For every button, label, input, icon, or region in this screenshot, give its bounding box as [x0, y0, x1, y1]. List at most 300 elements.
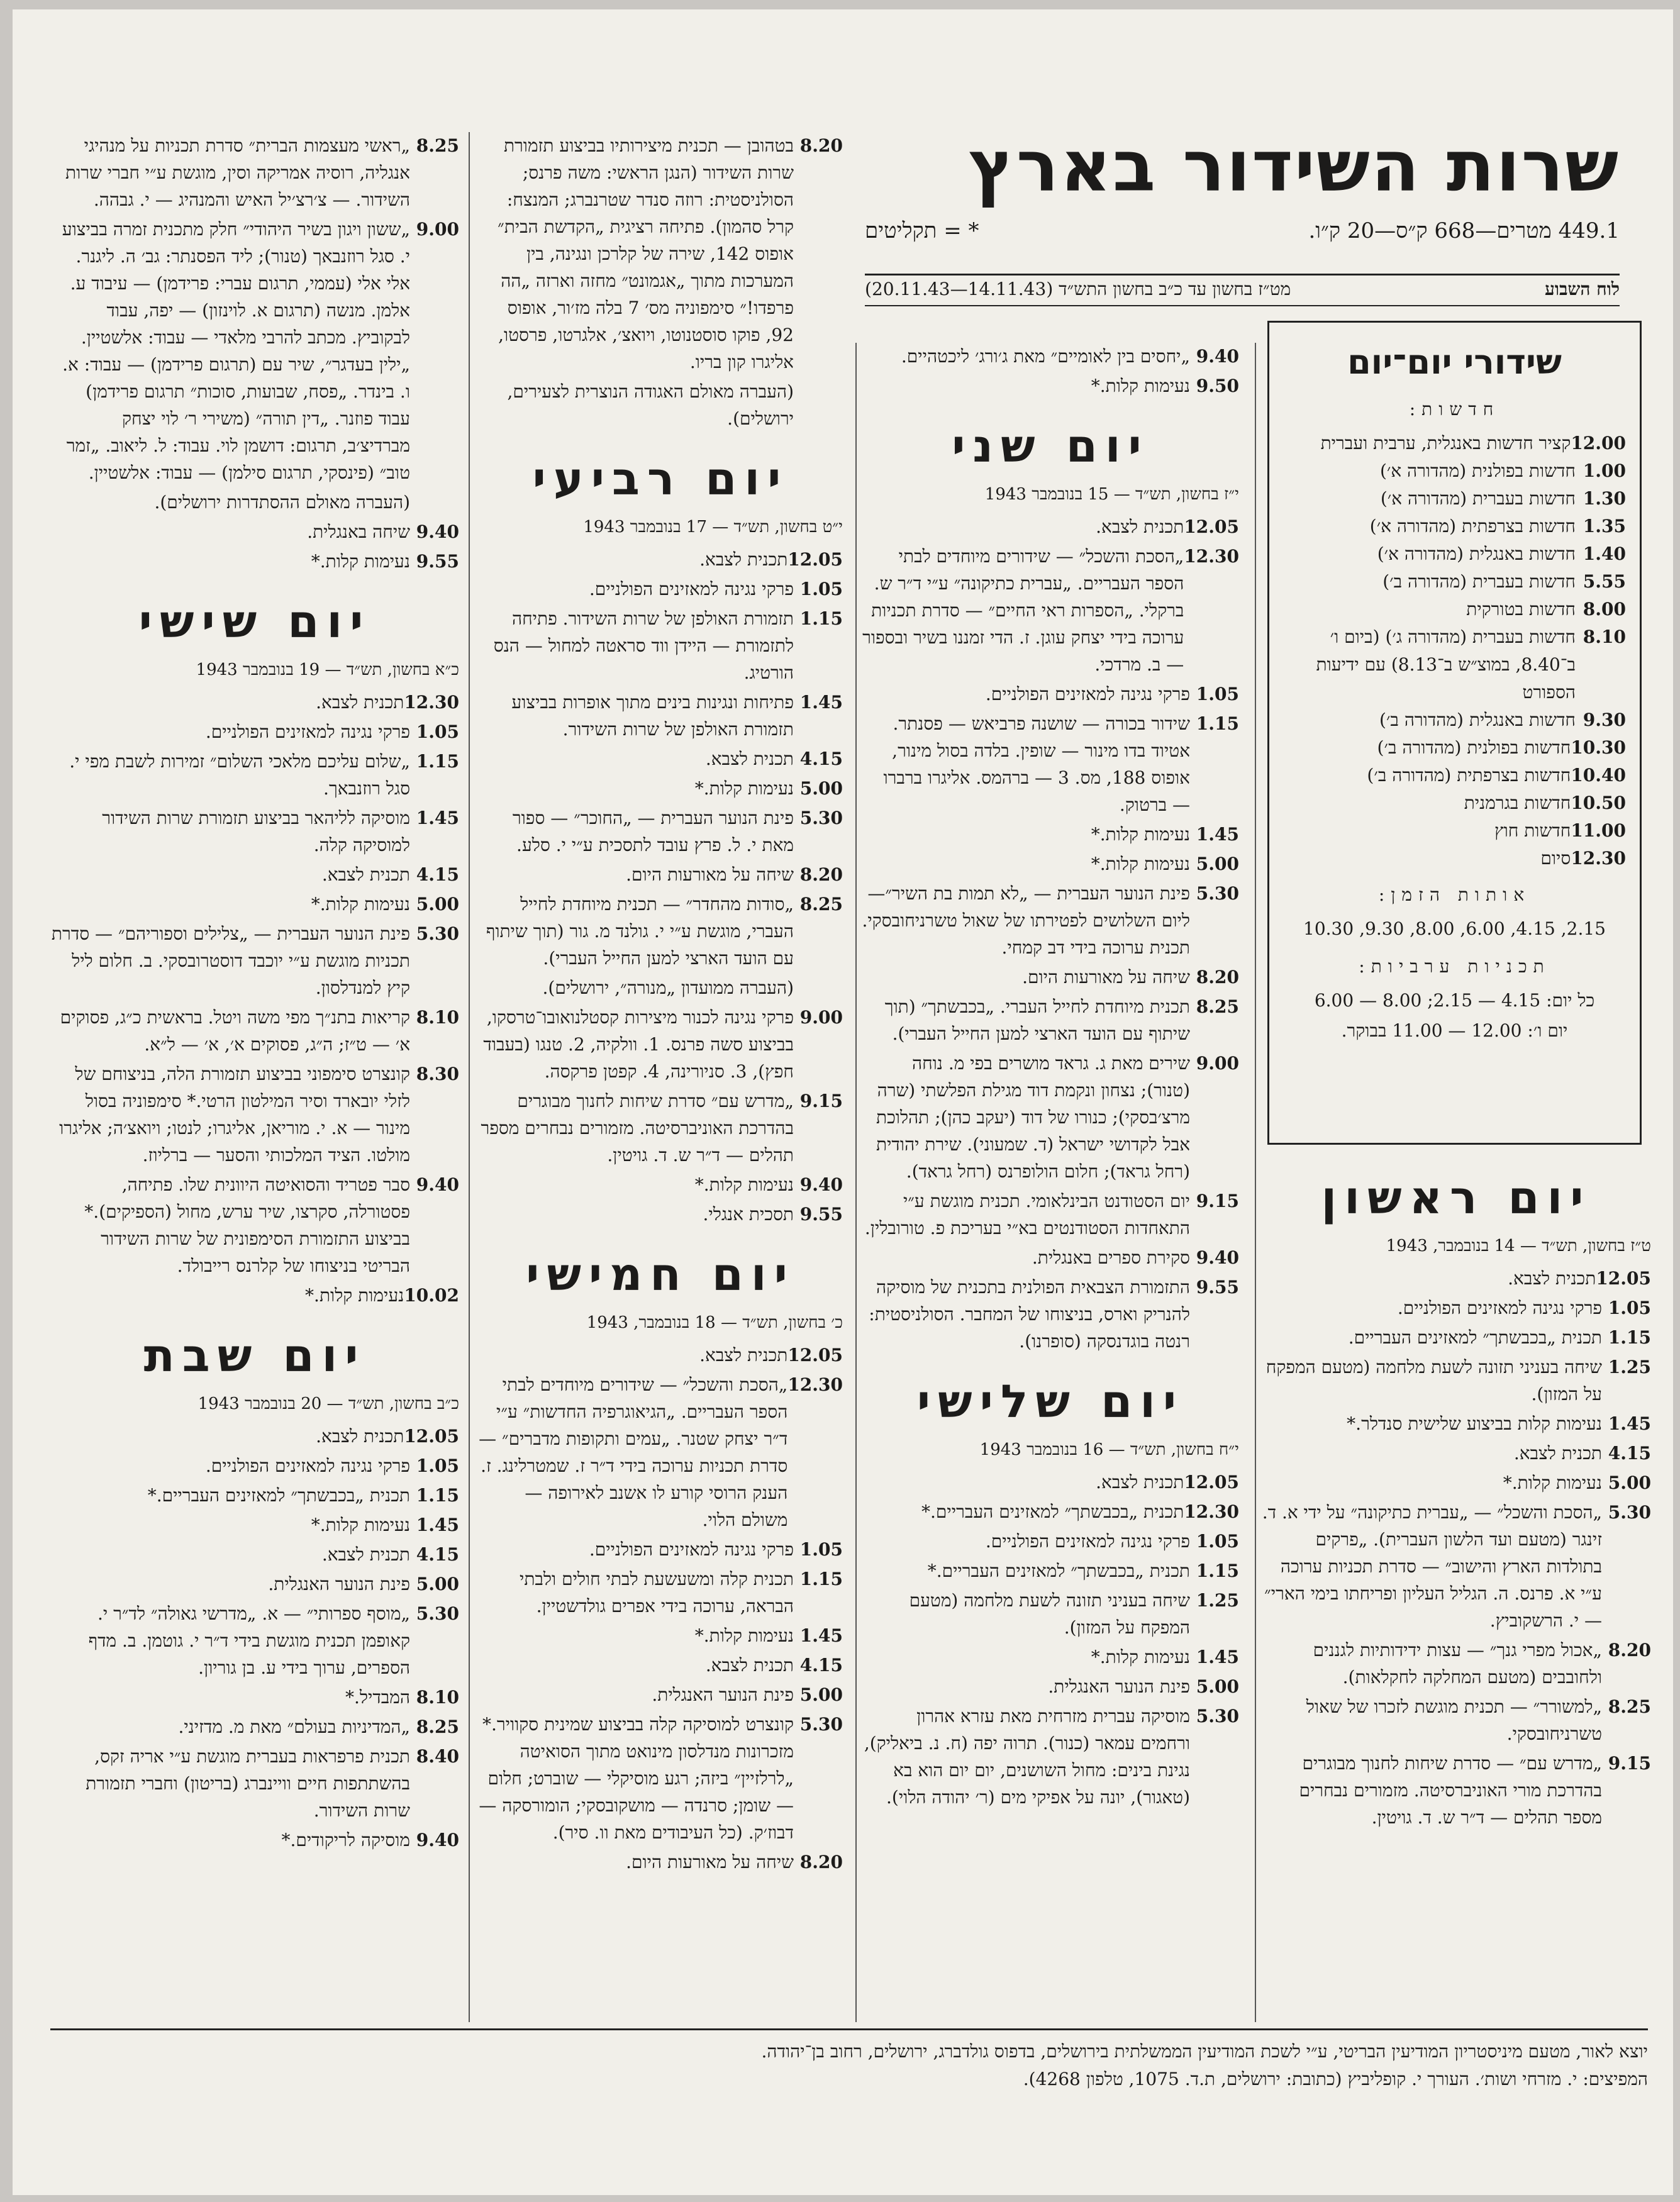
program-description: פתיחות ונגינות בינים מתוך אופרות בביצוע תזמורת האולפן של שרות השידור. — [511, 692, 794, 740]
program-time: 1.45 — [416, 1515, 459, 1535]
program-time: 9.30 — [1583, 709, 1626, 730]
program-description: נעימות קלות.* — [311, 894, 410, 915]
program-time: 8.40 — [416, 1746, 459, 1767]
program-time: 1.15 — [1608, 1327, 1651, 1348]
program-entry — [862, 850, 1239, 877]
program-description: יום הסטודנט הבינלאומי. תכנית מוגשת ע״י התאחדות הסטודנטים בא״י בעריכת פ. טורובלין. — [864, 1191, 1190, 1238]
program-description: פרקי נגינה למאזינים הפולניים. — [589, 579, 794, 599]
program-description: סקירת ספרים באנגלית. — [1032, 1247, 1190, 1268]
program-description: סיום — [1540, 848, 1571, 869]
program-entry — [50, 920, 459, 1001]
program-time: 9.55 — [799, 1204, 843, 1225]
program-time: 12.05 — [1184, 1472, 1239, 1493]
program-entry — [478, 1652, 843, 1679]
program-entry — [50, 1060, 459, 1169]
program-time: 10.40 — [1571, 765, 1626, 786]
program-entry — [1261, 1440, 1651, 1467]
program-entry — [50, 1713, 459, 1740]
program-time: 5.30 — [1196, 1706, 1239, 1727]
program-entry — [1261, 1750, 1651, 1831]
footer — [50, 2038, 1648, 2093]
daily-title: שידורי יום־יום — [1347, 342, 1562, 382]
program-description: תכנית לצבא. — [316, 1426, 404, 1447]
day-title-saturday: יום שבת — [143, 1329, 366, 1382]
program-description: תכנית לצבא. — [705, 748, 794, 769]
program-time: 1.45 — [799, 692, 843, 713]
program-time: 5.00 — [799, 778, 843, 799]
program-time: 8.10 — [416, 1007, 459, 1028]
program-entry — [50, 1482, 459, 1509]
program-description: נעימות קלות.* — [311, 551, 410, 572]
program-description: „המדיניות בעולם״ מאת מ. מדזיני. — [178, 1716, 410, 1737]
column-3 — [478, 132, 843, 1878]
program-time: 1.05 — [1196, 684, 1239, 704]
program-time: 8.25 — [416, 135, 459, 156]
column-4 — [50, 132, 459, 1856]
program-entry — [50, 1684, 459, 1711]
program-time: 8.20 — [1196, 967, 1239, 987]
program-entry — [1261, 1354, 1651, 1408]
program-list-thursday — [478, 1342, 843, 1876]
program-description: חדשות בצרפתית (מהדורה ב׳) — [1367, 765, 1571, 786]
program-entry — [50, 1600, 459, 1681]
program-description: חדשות באנגלית (מהדורה א׳) — [1377, 543, 1576, 564]
program-time: 5.30 — [799, 1714, 843, 1735]
program-description: „מדרש עם״ — סדרת שיחות לחנוך מבוגרים בהדרכת מורי האוניברסיטה. מזמורים נבחרים מספר תהלים — ד״ר ש. ד. גויטין. — [1299, 1753, 1602, 1828]
daily-news-item — [1283, 596, 1626, 623]
program-time: 9.40 — [799, 1174, 843, 1195]
program-description: פרקי נגינה למאזינים הפולניים. — [205, 1455, 410, 1476]
program-description: „ששון ויגון בשיר היהודי״ חלק מתכנית זמרה בביצוע י. סגל רוזנבאך (טנור); ליד הפסנתר: גב׳ ה. ליגנר. אלי אלי (עממי, תרגום עברי: פרידמן) — עיבוד ע. אלמן. מנשה (תרגום א. לוינזון) — יפה, עבוד לבקוביץ. מכתב להרבי מלאדי — עבוד: אלשטיין. „ילין בעדגר״, שיר עם (תרגום פרידמן) — עבוד: א. ו. בינדר. „פסח, שבועות, סוכות״ תרגום פרידמן) עבוד פוזנר. „דין תורה״ (משירי ר׳ לוי יצחק מברדיצ׳ב, תרגום: דושמן לוי. עבוד: ל. ליאוב. „זמר טוב״ (פינסקי, תרגום סילמן) — עבוד: אלשטיין. — [62, 219, 410, 483]
program-description: מוסיקה לריקודים.* — [281, 1830, 410, 1850]
program-entry — [862, 1673, 1239, 1700]
program-time: 9.15 — [1608, 1753, 1651, 1774]
program-entry — [478, 775, 843, 802]
daily-news-item — [1283, 762, 1626, 789]
program-entry — [50, 1571, 459, 1598]
program-entry — [478, 1087, 843, 1169]
program-time: 9.00 — [799, 1007, 843, 1028]
frequency-line: 449.1 מטרים—668 ק״ס—20 ק״ו. — [1308, 218, 1620, 243]
program-entry — [478, 576, 843, 603]
program-description: תכנית לצבא. — [316, 692, 404, 713]
program-description: נעימות קלות.* — [1091, 854, 1190, 874]
program-description: תכנית לצבא. — [1508, 1268, 1596, 1289]
program-entry — [478, 1004, 843, 1085]
program-entry — [478, 1536, 843, 1563]
program-entry — [50, 1541, 459, 1568]
program-time: 1.15 — [416, 1485, 459, 1506]
program-time: 8.20 — [799, 135, 843, 156]
program-time: 5.00 — [1196, 1676, 1239, 1697]
program-description: תסכית אנגלי. — [703, 1204, 794, 1225]
program-description: תכנית לצבא. — [321, 864, 410, 885]
program-entry — [862, 964, 1239, 991]
program-entry — [1261, 1265, 1651, 1292]
program-description: תכנית „בכבשתך״ למאזינים העבריים.* — [921, 1501, 1184, 1522]
program-time: 9.00 — [416, 219, 459, 240]
program-entry — [50, 216, 459, 486]
program-time: 1.45 — [1196, 824, 1239, 845]
program-description: נעימות קלות.* — [694, 1625, 794, 1646]
program-time: 5.30 — [799, 808, 843, 828]
program-description: „הסכת והשכל״ — שידורים מיוחדים לבתי הספר העבריים. „הגיאוגרפיה החדשות״ ע״י ד״ר יצחק שטנר. „עמים ותקופות מדברים״ — סדרת תכניות ערוכה בידי ד״ר ז. שמטרלינג. ז. הענק הרוסי קורע לו אשנב לאירופה — משולם הלוי. — [479, 1374, 788, 1530]
program-entry — [1261, 1294, 1651, 1321]
column-2 — [862, 343, 1239, 1813]
program-entry — [478, 132, 843, 375]
program-entry — [50, 1452, 459, 1479]
program-entry — [862, 880, 1239, 961]
program-description: נעימות קלות.* — [311, 1515, 410, 1535]
program-time: 5.30 — [1608, 1502, 1651, 1523]
program-entry — [50, 1423, 459, 1450]
program-entry — [862, 513, 1239, 540]
day-title-tuesday: יום שלישי — [916, 1375, 1184, 1428]
program-time: 8.30 — [416, 1064, 459, 1084]
program-time: 8.25 — [416, 1716, 459, 1737]
program-description: פרקי נגינה לכנור מיצירות קסטלנואובו־טרסקו, בביצוע סשה פרנס. 1. וולקיה, 2. טנגו (בעבוד חפץ), 3. סניורינה, 4. קפטן פרקסה. — [483, 1007, 794, 1082]
program-time: 8.25 — [799, 894, 843, 915]
program-time: 5.00 — [416, 894, 459, 915]
program-time: 1.40 — [1583, 543, 1626, 564]
program-entry — [862, 1528, 1239, 1555]
daily-news-item — [1283, 706, 1626, 734]
program-time: 10.02 — [404, 1285, 459, 1306]
program-description: שיחה על מאורעות היום. — [626, 864, 794, 885]
program-entry — [1261, 1410, 1651, 1437]
program-entry — [50, 718, 459, 745]
program-time: 12.30 — [1184, 1501, 1239, 1522]
program-time: 12.30 — [1184, 546, 1239, 567]
program-time: 9.15 — [1196, 1191, 1239, 1211]
program-entry — [1261, 1469, 1651, 1496]
program-time: 5.30 — [416, 1603, 459, 1624]
program-description: חדשות בטורקית — [1466, 599, 1576, 620]
program-time: 1.05 — [1196, 1531, 1239, 1552]
program-entry — [862, 1703, 1239, 1811]
day-date-thursday: כ׳ בחשון, תש״ד — 18 בנובמבר, 1943 — [586, 1313, 843, 1332]
program-description: קונצרט סימפוני בביצוע תזמורת הלה, בניצוחם של לזלי יובארד וסיר המילטון הרטי.* סימפוניה בסול מינור — א. י. מוריאן, אליגרו; לנטו; ויואצ׳ה; אליגרו מולטו. הציד המלכותי והסער — ברליוז. — [59, 1064, 410, 1165]
program-entry — [50, 548, 459, 575]
program-entry — [478, 689, 843, 743]
program-time: 8.20 — [799, 864, 843, 885]
program-time: 10.50 — [1571, 792, 1626, 813]
program-description: נעימות קלות.* — [1091, 375, 1190, 396]
program-time: 1.15 — [1196, 713, 1239, 734]
program-entry — [478, 804, 843, 859]
program-list-sunday — [1261, 1265, 1651, 1831]
program-time: 8.00 — [1583, 599, 1626, 620]
daily-news-item — [1283, 789, 1626, 817]
program-entry — [862, 1187, 1239, 1242]
program-description: פינת הנוער העברית — „לא תמות בת השיר״—ליום השלושים לפטירתו של שאול טשרניחובסקי. תכנית ערוכה בידי דב קמחי. — [862, 883, 1190, 958]
program-time: 12.05 — [1596, 1268, 1651, 1289]
program-description: חדשות בגרמנית — [1464, 792, 1571, 813]
program-description: פינת הנוער העברית — „החוכר״ — ספור מאת י. ל. פרץ עובד לתסכית ע״י י. סלע. — [512, 808, 794, 855]
program-time: 12.05 — [404, 1426, 459, 1447]
program-description: פרקי נגינה למאזינים הפולניים. — [985, 684, 1190, 704]
day-date-tuesday: י״ח בחשון, תש״ד — 16 בנובמבר 1943 — [979, 1440, 1239, 1459]
program-entry — [50, 748, 459, 802]
footer-rule — [50, 2028, 1648, 2030]
program-time: 5.00 — [799, 1684, 843, 1705]
program-time: 12.05 — [1184, 516, 1239, 537]
program-entry — [862, 343, 1239, 370]
program-entry — [862, 993, 1239, 1047]
time-signals: 2.15, 4.15, 6.00, 8.00, 9.30, 10.30 — [1303, 918, 1606, 939]
program-list-thursday-cont — [50, 132, 459, 575]
program-entry — [478, 546, 843, 573]
program-description: חדשות בפולנית (מהדורה ב׳) — [1377, 737, 1571, 758]
program-description: התזמורת הצבאית הפולנית בתכנית של מוסיקה להנריק וארס, בניצוחו של המחבר. הסולניסטית: רנטה בוגדנסקה (סופרנו). — [869, 1277, 1190, 1352]
program-entry — [862, 821, 1239, 848]
program-time: 9.15 — [799, 1091, 843, 1111]
program-description: „ראשי מעצמות הברית״ סדרת תכניות על מנהיגי אנגליה, רוסיה אמריקה וסין, מוגשת ע״י חברי שרות השידור. — צ׳רצ׳יל האיש והמנהיג — י. גבהה. — [65, 135, 410, 210]
program-description: קונצרט למוסיקה קלה בביצוע שמינית סקוויר.* מזכרונות מנדלסון מינואט מתוך הסואיטה „לרלזיין״ ביזה; רגע מוסיקלי — שוברט; חלום — שומן; סרנדה — מושקובסקי; הומורסקה — דבוז׳ק. (כל העיבודים מאת וו. סיר). — [479, 1714, 794, 1843]
daily-news-item — [1283, 568, 1626, 596]
program-time: 1.35 — [1583, 516, 1626, 537]
program-entry — [862, 372, 1239, 399]
program-time: 1.15 — [416, 751, 459, 772]
program-list-saturday — [50, 1423, 459, 1854]
program-description: שירים מאת ג. גראד מושרים בפי מ. נוחה (טנור); נצחון ונקמת דוד מגילת הפלשתי (שרה מרצ׳בסקי); כנורו של דוד (יעקב כהן); תהלוכת אבל לקדושי ישראל (ד. שמעוני). שירת יהודית (רחל גראד); חלום הולופרנס (רחל גראד). — [876, 1053, 1190, 1182]
program-description: בטהובן — תכנית מיצירותיו בביצוע תזמורת שרות השידור (הנגן הראשי: משה פרנס; הסולניסטית: רוזה סנדר שטרנברג; המנצח: קרל סהמון). פתיחה רציגית „הקדשת הבית״ אופוס 142, שירה של קלרכן ונגינה, בין המערכות מתוך „אגמונט״ מחזה וארזה „הה פרפדו!״ סימפוניה מס׳ 7 בלה מז׳ור, אופוס 92, פוקו סוסטנוטו, ויואצ׳, אלגרטו, פרסטו, אליגרו קון בריו. — [498, 135, 794, 372]
program-description: המבדיל.* — [345, 1687, 410, 1708]
program-time: 4.15 — [799, 1655, 843, 1676]
program-entry — [50, 1511, 459, 1538]
masthead — [865, 126, 1620, 247]
program-description: נעימות קלות.* — [694, 778, 794, 799]
day-date-wednesday: י״ט בחשון, תש״ד — 17 בנובמבר 1943 — [583, 518, 843, 537]
program-time: 9.40 — [1196, 1247, 1239, 1268]
program-entry — [50, 804, 459, 859]
program-description: חדשות באנגלית (מהדורה ב׳) — [1379, 709, 1576, 730]
program-time: 1.25 — [1608, 1357, 1651, 1377]
program-description: תכנית לצבא. — [705, 1655, 794, 1676]
program-time: 1.05 — [799, 579, 843, 599]
program-time: 1.25 — [1196, 1590, 1239, 1611]
program-description: חדשות חוץ — [1494, 820, 1571, 841]
program-entry — [50, 518, 459, 545]
week-label: לוח השבוע — [1544, 279, 1620, 299]
program-time: 1.05 — [416, 721, 459, 742]
program-time: 1.45 — [1608, 1413, 1651, 1434]
day-title-sunday: יום ראשון — [1321, 1171, 1591, 1224]
program-time: 4.15 — [416, 864, 459, 885]
week-range: מט״ז בחשון עד כ״ב בחשון התש״ד (14.11.43—20.11.43) — [865, 279, 1291, 299]
program-time: 1.45 — [1196, 1647, 1239, 1667]
program-entry — [478, 745, 843, 772]
program-description: נעימות קלות.* — [1091, 824, 1190, 845]
program-entry — [1261, 1693, 1651, 1747]
program-list-tuesday-cont — [478, 132, 843, 432]
program-time: 1.15 — [799, 1569, 843, 1589]
program-description: קציר חדשות באנגלית, ערבית ועברית — [1320, 433, 1571, 453]
program-entry — [478, 1565, 843, 1620]
time-signals-label: אותות הזמן: — [1378, 884, 1531, 905]
newspaper-page — [13, 9, 1673, 2195]
program-entry — [50, 891, 459, 918]
program-description: שיחה על מאורעות היום. — [1022, 967, 1190, 987]
program-time: 1.15 — [1196, 1560, 1239, 1581]
program-time: 5.00 — [1196, 854, 1239, 874]
program-description: תכנית לצבא. — [1096, 1472, 1184, 1493]
program-time: 10.30 — [1571, 737, 1626, 758]
daily-news-item — [1283, 513, 1626, 540]
program-entry — [478, 1681, 843, 1708]
program-entry — [478, 1849, 843, 1876]
daily-news-item — [1283, 485, 1626, 513]
program-entry — [50, 689, 459, 716]
daily-broadcasts-box — [1267, 321, 1642, 1145]
program-entry — [862, 1498, 1239, 1525]
program-time: 8.20 — [1608, 1640, 1651, 1660]
program-list-monday — [862, 513, 1239, 1355]
program-time: 1.05 — [1608, 1298, 1651, 1318]
program-description: שידור בכורה — שושנה פרביאש — פסנתר. אטיוד בדו מינור — שופין. בלדה בסול מינור, אופוס 188, מס. 3 — ברהמס. אליגרו ברברו — ברטוק. — [883, 713, 1190, 815]
program-time: 5.30 — [416, 923, 459, 944]
program-time: 1.00 — [1583, 460, 1626, 481]
daily-news-item — [1283, 845, 1626, 872]
program-time: 1.30 — [1583, 488, 1626, 509]
program-description: תכנית לצבא. — [1096, 516, 1184, 537]
program-description: „סודות מהחדר״ — תכנית מיוחדת לחייל העברי, מוגשת ע״י י. גולנד מ. גור (תוך שיתוף עם הועד הארצי למען החייל העברי). — [486, 894, 794, 969]
program-description: קריאות בתנ״ך מפי משה ויטל. בראשית כ״ג, פסוקים א׳ — ט״ז; ה״ג, פסוקים א׳, א׳ — ל״א. — [60, 1007, 410, 1055]
day-date-sunday: ט״ז בחשון, תש״ד — 14 בנובמבר, 1943 — [1386, 1237, 1651, 1255]
program-entry — [50, 1827, 459, 1854]
program-description: נעימות קלות.* — [305, 1285, 404, 1306]
program-time: 12.30 — [404, 692, 459, 713]
program-entry — [50, 489, 459, 516]
program-entry — [1261, 1499, 1651, 1634]
program-description: סבר פטריד והסואיטה היוונית שלו. פתיחה, פסטורלה, סקרצו, שיר ערש, מחול (הספיקים).* בביצוע התזמורת הסימפונית של שרות השידור הבריטי בניצוחו של קלרנס רייבולד. — [84, 1174, 410, 1276]
program-time: 12.30 — [787, 1374, 843, 1395]
program-time: 1.45 — [799, 1625, 843, 1646]
program-entry — [862, 1274, 1239, 1355]
program-time: 9.40 — [416, 521, 459, 542]
program-list-tuesday — [862, 1469, 1239, 1811]
daily-news-item — [1283, 457, 1626, 485]
daily-news-item — [1283, 623, 1626, 706]
program-description: פרקי נגינה למאזינים הפולניים. — [985, 1531, 1190, 1552]
program-time: 4.15 — [1608, 1443, 1651, 1464]
daily-news-list — [1283, 430, 1626, 872]
program-description: פרקי נגינה למאזינים הפולניים. — [589, 1539, 794, 1560]
program-time: 9.40 — [416, 1174, 459, 1195]
footer-publisher: יוצא לאור, מטעם מיניסטריון המודיעין הבריטי, ע״י לשכת המודיעין הממשלתית בירושלים, בדפוס גולדברג, ירושלים, רחוב בן־יהודה. — [761, 2041, 1648, 2062]
program-time: 12.00 — [1571, 433, 1626, 453]
program-description: נעימות קלות בביצוע שלישית סנדלר.* — [1347, 1413, 1602, 1434]
day-title-monday: יום שני — [952, 420, 1149, 472]
program-description: חדשות בצרפתית (מהדורה א׳) — [1369, 516, 1576, 537]
program-entry — [50, 1743, 459, 1824]
program-entry — [478, 1711, 843, 1846]
program-description: „אכול מפרי גנך״ — עצות ידידותיות לגננים ולחובבים (מטעם המחלקה לחקלאות). — [1313, 1640, 1602, 1688]
program-time: 12.05 — [787, 1345, 843, 1365]
day-title-thursday: יום חמישי — [526, 1248, 795, 1301]
program-description: חדשות בעברית (מהדורה ב׳) — [1382, 571, 1576, 592]
masthead-rule — [865, 274, 1620, 275]
program-description: „שלום עליכם מלאכי השלום״ זמירות לשבת מפי י. סגל רוזנבאך. — [69, 751, 410, 799]
program-description: „מוסף ספרותי״ — א. „מדרשי גאולה״ לד״ר י. קאופמן תכנית מוגשת בידי ד״ר י. גוטמן. ב. מדף הספרים, ערוך בידי ע. בן גוריון. — [88, 1603, 410, 1678]
program-entry — [478, 1201, 843, 1228]
program-description: שיחה באנגלית. — [307, 521, 410, 542]
program-entry — [478, 861, 843, 888]
program-description: תכנית מיוחדת לחייל העברי. „בכבשתך״ (תוך שיתוף עם הועד הארצי למען החייל העברי). — [884, 996, 1190, 1044]
program-entry — [50, 861, 459, 888]
program-entry — [50, 1004, 459, 1058]
program-description: מוסיקה עברית מזרחית מאת עזרא אהרון ורחמים עמאר (כנור). תרוה יפה (ח. נ. ביאליק), נגינת בינים: מחול השושנים, יום יום הוא בא (טאגור), יונה על אפיקי מים (ר׳ יהודה הלוי). — [864, 1706, 1190, 1808]
program-description: „מדרש עם״ סדרת שיחות לחנוך מבוגרים בהדרכת האוניברסיטה. מזמורים נבחרים מספר תהלים — ד״ר ש. ד. גויטין. — [481, 1091, 794, 1165]
program-description: נעימות קלות.* — [1091, 1647, 1190, 1667]
program-time: 4.15 — [799, 748, 843, 769]
program-entry — [478, 891, 843, 972]
program-time: 1.05 — [416, 1455, 459, 1476]
column-divider — [1255, 343, 1256, 2022]
program-entry — [478, 1342, 843, 1369]
program-entry — [862, 710, 1239, 818]
program-description: מוסיקה לליהאר בביצוע תזמורת שרות השידור למוסיקה קלה. — [102, 808, 410, 855]
program-entry — [862, 1587, 1239, 1641]
program-time: 12.05 — [787, 549, 843, 570]
program-time: 5.00 — [1608, 1472, 1651, 1493]
program-description: פינת הנוער האנגלית. — [268, 1574, 410, 1594]
program-time: 4.15 — [416, 1544, 459, 1565]
program-time: 12.30 — [1571, 848, 1626, 869]
program-time: 9.40 — [416, 1830, 459, 1850]
program-description: תכנית פרפראות בעברית מוגשת ע״י אריה זקס, בהשתתפות חיים וויינברג (בריטון) וחברי תזמורת שרות השידור. — [86, 1746, 410, 1821]
program-description: פינת הנוער האנגלית. — [652, 1684, 794, 1705]
program-time: 9.55 — [416, 551, 459, 572]
program-description: תכנית לצבא. — [699, 549, 788, 570]
program-description: שיחה בעניני תזונה לשעת מלחמה (מטעם המפקח על המזון). — [1266, 1357, 1602, 1404]
program-description: „הסכת והשכל״ — שידורים מיוחדים לבתי הספר העבריים. „עברית כתיקונה״ ע״י ד״ר ש. ברקלי. „הספרות ראי החיים״ — סדרת תכניות ערוכה בידי יצחק עוגן. ז. הדי זמננו בשיר ובספור — ב. מרדכי. — [862, 546, 1184, 675]
program-description: תכנית לצבא. — [1513, 1443, 1602, 1464]
program-time: 9.55 — [1196, 1277, 1239, 1298]
arabic-programs-daily: כל יום: 4.15 — 2.15; 8.00 — 6.00 — [1314, 990, 1595, 1011]
program-entry — [1261, 1637, 1651, 1691]
program-description: פינת הנוער העברית — „צלילים וספוריהם״ — סדרת תכניות מוגשת ע״י יוכבד דוסטרובסקי. ב. חלום ליל קיץ למנדלסון. — [51, 923, 410, 998]
program-entry — [862, 1643, 1239, 1671]
daily-news-item — [1283, 734, 1626, 762]
program-entry — [478, 974, 843, 1001]
day-date-friday: כ״א בחשון, תש״ד — 19 בנובמבר 1943 — [196, 660, 459, 679]
news-label: חדשות: — [1409, 399, 1500, 420]
program-description: (העברה מאולם האגודה הנוצרית לצעירים, ירושלים). — [507, 381, 794, 429]
program-description: תכנית „בכבשתך״ למאזינים העבריים. — [1348, 1327, 1602, 1348]
arabic-programs-label: תכניות ערביות: — [1359, 956, 1550, 977]
program-entry — [478, 378, 843, 432]
program-entry — [862, 1050, 1239, 1185]
program-entry — [862, 1557, 1239, 1584]
program-time: 1.45 — [416, 808, 459, 828]
program-description: (העברה מאולם ההסתדרות ירושלים). — [154, 492, 410, 513]
program-description: תכנית „בכבשתך״ למאזינים העבריים.* — [927, 1560, 1190, 1581]
records-legend: * = תקליטים — [865, 218, 979, 243]
program-description: שיחה בעניני תזונה לשעת מלחמה (מטעם המפקח על המזון). — [909, 1590, 1190, 1638]
program-description: תזמורת האולפן של שרות השידור. פתיחה לתזמורת — היידן ווד סראטה למחול — הנס הורטיג. — [493, 608, 794, 683]
program-time: 5.00 — [416, 1574, 459, 1594]
program-description: תכנית קלה ומשעשעת לבתי חולים ולבתי הבראה, ערוכה בידי אפרים גולדשטיין. — [520, 1569, 794, 1616]
program-time: 8.10 — [1583, 626, 1626, 647]
program-time: 5.30 — [1196, 883, 1239, 904]
program-list-wednesday — [478, 546, 843, 1228]
page-title: שרות השידור בארץ — [968, 126, 1620, 208]
program-description: חדשות בעברית (מהדורה ג׳) (ביום ו׳ ב־8.40, במוצ״ש ב־8.13) עם ידיעות הספורט — [1316, 626, 1576, 703]
program-description: תכנית לצבא. — [321, 1544, 410, 1565]
week-bar — [865, 279, 1620, 300]
arabic-programs-friday: יום ו׳: 12.00 — 11.00 בבוקר. — [1341, 1020, 1568, 1041]
